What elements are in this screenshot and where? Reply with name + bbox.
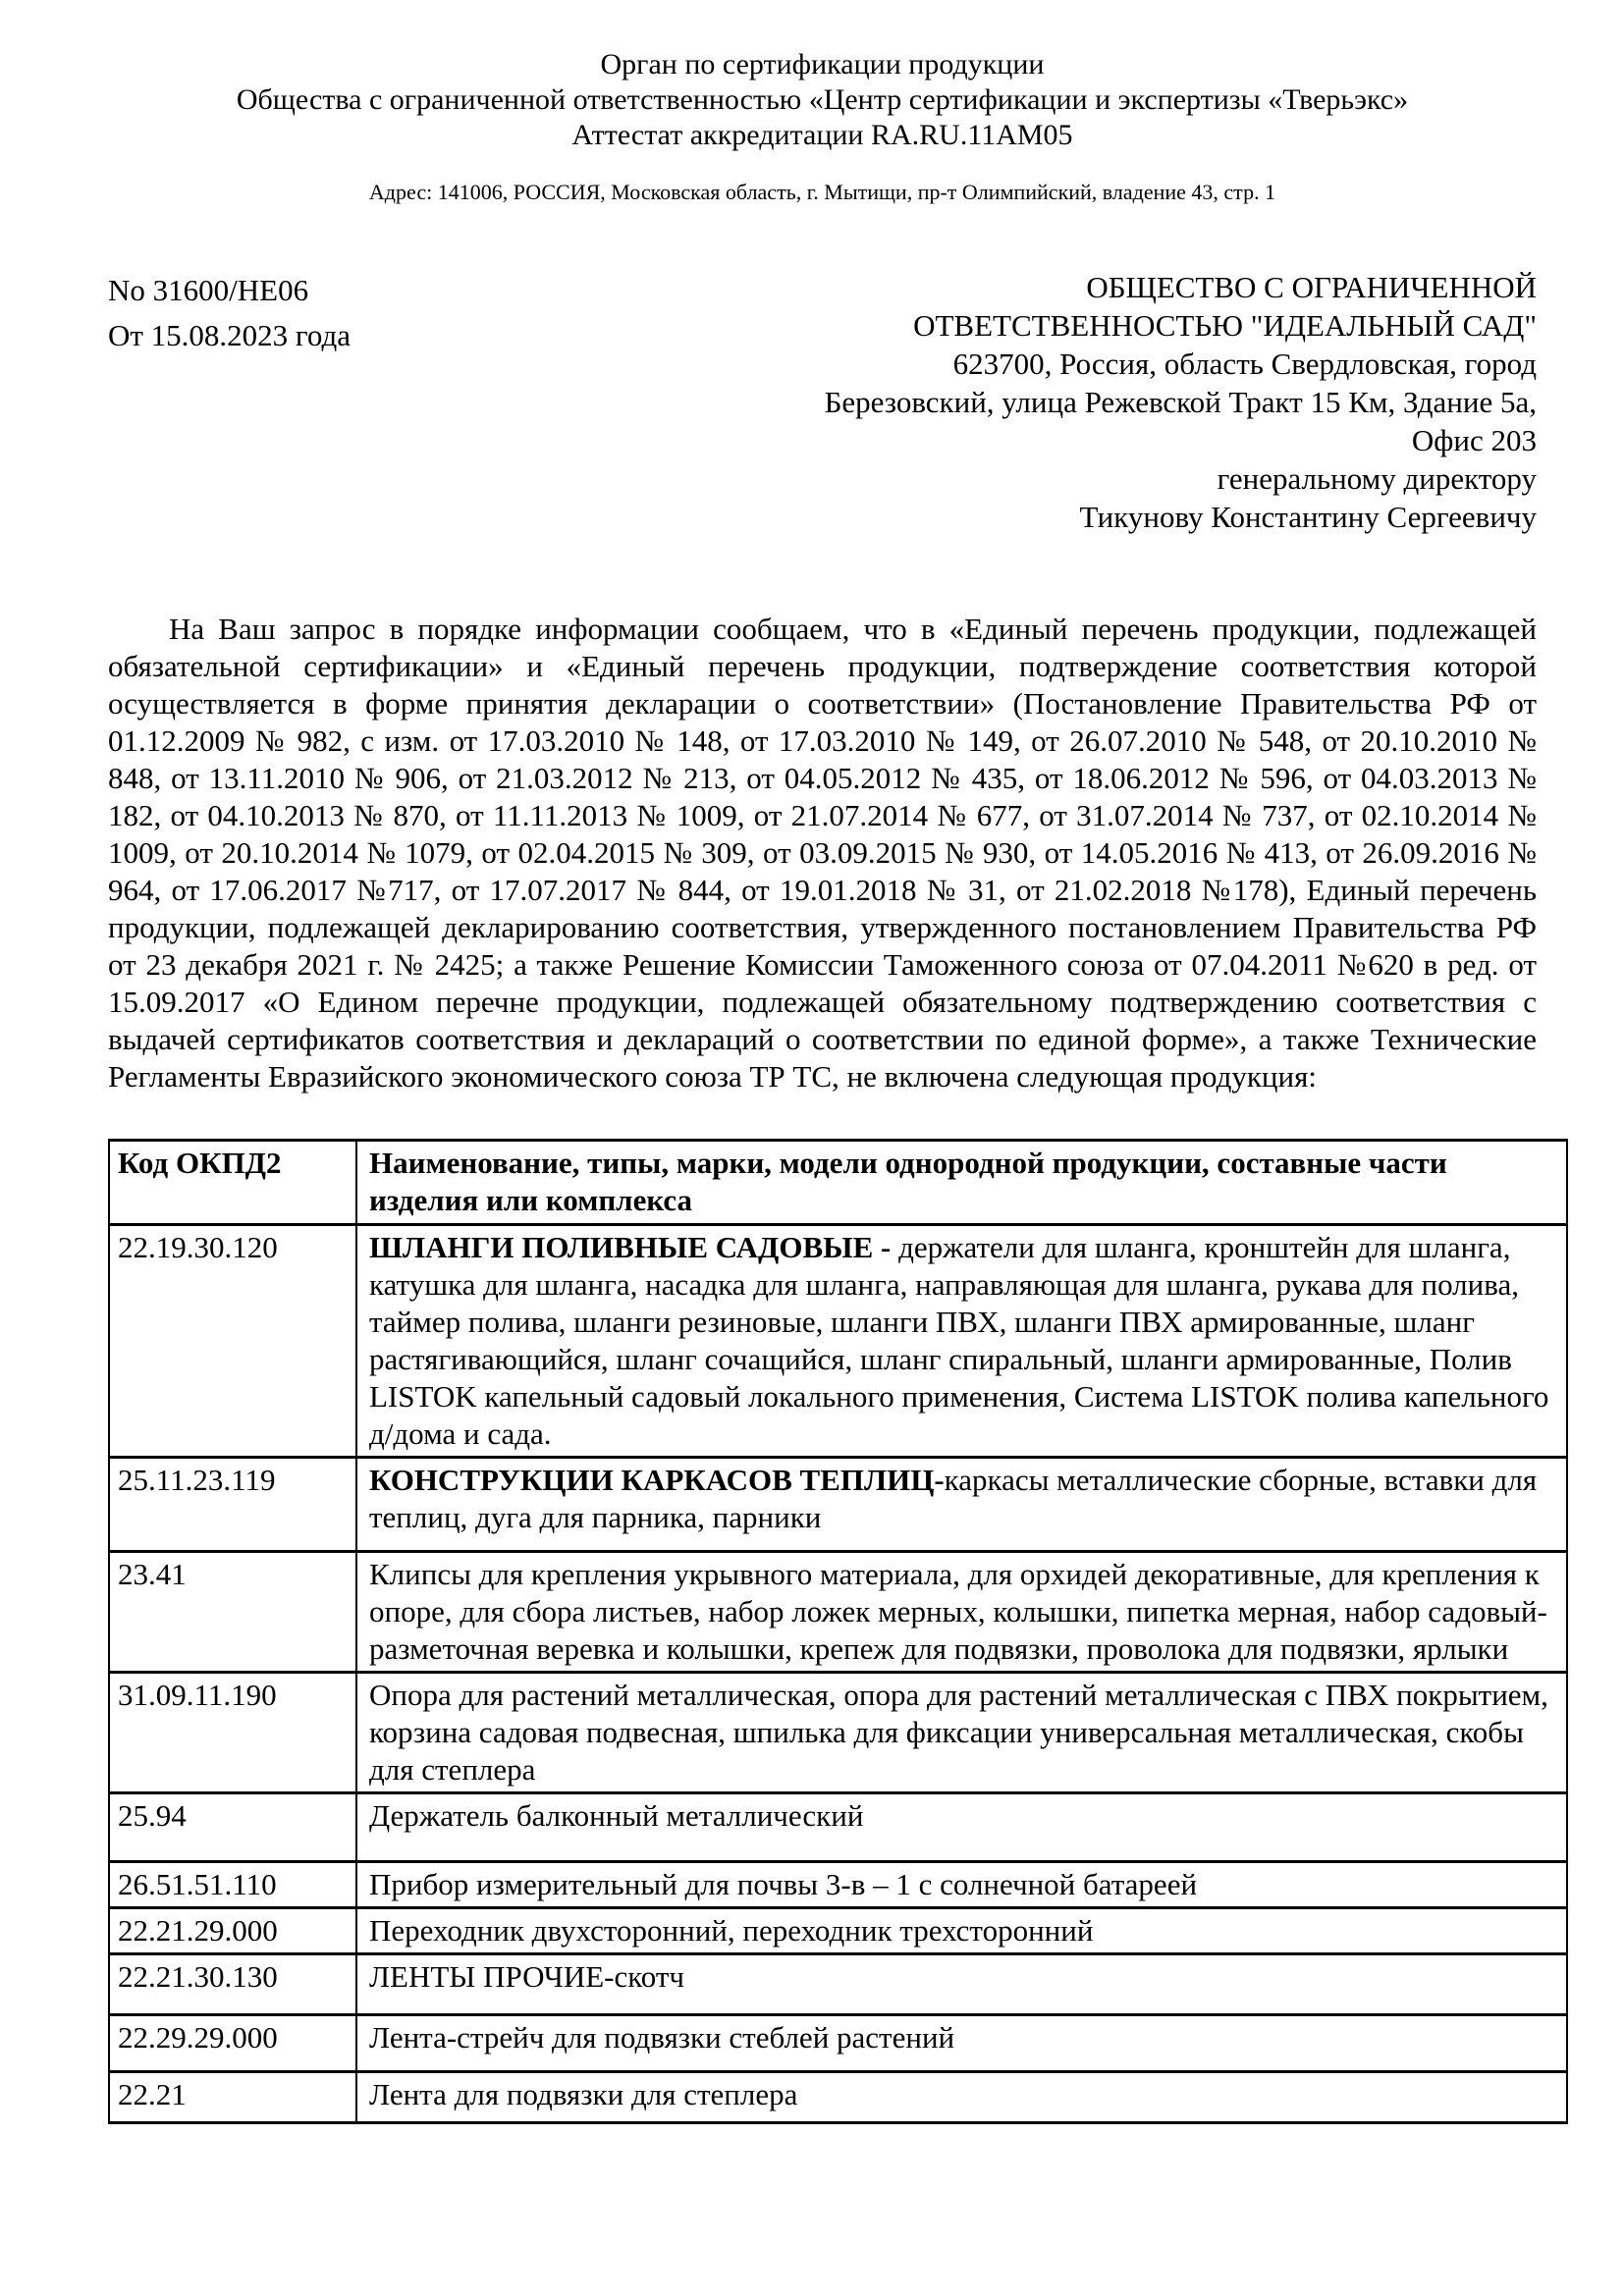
okpd-code-header: Код ОКПД2 bbox=[109, 1141, 356, 1225]
product-desc-text: Держатель балконный металлический bbox=[369, 1798, 864, 1833]
okpd-code-cell: 31.09.11.190 bbox=[109, 1673, 356, 1793]
document-content bbox=[108, 0, 1549, 2124]
product-desc-lead: КОНСТРУКЦИИ КАРКАСОВ ТЕПЛИЦ- bbox=[369, 1463, 945, 1497]
letterhead bbox=[108, 47, 1537, 205]
product-desc-cell bbox=[356, 1954, 1567, 2015]
table-header-row bbox=[109, 1141, 1567, 1225]
table-row bbox=[109, 2015, 1567, 2072]
okpd-code-cell: 25.94 bbox=[109, 1793, 356, 1862]
product-desc-cell bbox=[356, 1908, 1567, 1954]
body-paragraph: На Ваш запрос в порядке информации сообщаем, что в «Единый перечень продукции, подлежащей обязательной сертификации» и «Единый перечень продукции, подтверждение соответствия которой осуществляется в форме принятия декларации о соответствии» (Постановление Правительства РФ от 01.12.2009 № 982, с изм. от 17.03.2010 № 148, от 17.03.2010 № 149, от 26.07.2010 № 548, от 20.10.2010 № 848, от 13.11.2010 № 906, от 21.03.2012 № 213, от 04.05.2012 № 435, от 18.06.2012 № 596, от 04.03.2013 № 182, от 04.10.2013 № 870, от 11.11.2013 № 1009, от 21.07.2014 № 677, от 31.07.2014 № 737, от 02.10.2014 № 1009, от 20.10.2014 № 1079, от 02.04.2015 № 309, от 03.09.2015 № 930, от 14.05.2016 № 413, от 26.09.2016 № 964, от 17.06.2017 №717, от 17.07.2017 № 844, от 19.01.2018 № 31, от 21.02.2018 №178), Единый перечень продукции, подлежащей декларированию соответствия, утвержденного постановлением Правительства РФ от 23 декабря 2021 г. № 2425; а также Решение Комиссии Таможенного союза от 07.04.2011 №620 в ред. от 15.09.2017 «О Едином перечне продукции, подлежащей обязательному подтверждению соответствия с выдачей сертификатов соответствия и деклараций о соответствии по единой форме», а также Технические Регламенты Евразийского экономического союза ТР ТС, не включена следующая продукция: bbox=[108, 612, 1537, 1094]
letter-date: От 15.08.2023 года bbox=[108, 318, 352, 352]
table-row bbox=[109, 1862, 1567, 1908]
product-name-header: Наименование, типы, марки, модели однородной продукции, составные части изделия или комплекса bbox=[356, 1141, 1567, 1225]
okpd-code-cell: 26.51.51.110 bbox=[109, 1862, 356, 1908]
okpd-code-cell: 25.11.23.119 bbox=[109, 1458, 356, 1552]
okpd-code-cell: 22.21.29.000 bbox=[109, 1908, 356, 1954]
product-desc-cell bbox=[356, 1862, 1567, 1908]
letterhead-address: Адрес: 141006, РОССИЯ, Московская область, г. Мытищи, пр-т Олимпийский, владение 43, стр. 1 bbox=[368, 180, 1276, 204]
table-row bbox=[109, 2072, 1567, 2123]
product-desc-text: Лента для подвязки для степлера bbox=[369, 2077, 798, 2111]
product-desc-text: Переходник двухсторонний, переходник трехсторонний bbox=[369, 1913, 1094, 1948]
recipient-block bbox=[468, 268, 1537, 536]
table-row bbox=[109, 1954, 1567, 2015]
letter-number-block bbox=[108, 268, 351, 358]
okpd-code-cell: 22.21 bbox=[109, 2072, 356, 2123]
recipient-line: Тикунову Константину Сергеевичу bbox=[1079, 500, 1537, 534]
table-row bbox=[109, 1908, 1567, 1954]
recipient-line: 623700, Россия, область Свердловская, город bbox=[952, 347, 1537, 381]
product-desc-cell bbox=[356, 2072, 1567, 2123]
product-desc-text: Лента-стрейч для подвязки стеблей растений bbox=[369, 2020, 955, 2055]
recipient-line: ОТВЕТСТВЕННОСТЬЮ "ИДЕАЛЬНЫЙ САД" bbox=[913, 308, 1537, 343]
table-row bbox=[109, 1552, 1567, 1673]
letterhead-accreditation-line: Аттестат аккредитации RA.RU.11АМ05 bbox=[571, 119, 1073, 151]
product-desc-cell bbox=[356, 1458, 1567, 1552]
product-desc-cell bbox=[356, 1673, 1567, 1793]
product-desc-text: каркасы металлические сборные, вставки для теплиц, дуга для парника, парники bbox=[369, 1463, 1538, 1534]
product-desc-lead: ШЛАНГИ ПОЛИВНЫЕ САДОВЫЕ - bbox=[369, 1230, 899, 1264]
letterhead-org-line: Орган по сертификации продукции bbox=[600, 48, 1045, 80]
table-row bbox=[109, 1793, 1567, 1862]
product-desc-cell bbox=[356, 1793, 1567, 1862]
product-desc-cell bbox=[356, 1225, 1567, 1458]
letterhead-company-line: Общества с ограниченной ответственностью «Центр сертификации и экспертизы «Тверьэкс» bbox=[236, 83, 1409, 116]
okpd-code-cell: 22.19.30.120 bbox=[109, 1225, 356, 1458]
okpd-code-cell: 22.21.30.130 bbox=[109, 1954, 356, 2015]
product-desc-text: Клипсы для крепления укрывного материала, для орхидей декоративные, для крепления к опоре, для сбора листьев, набор ложек мерных, колышки, пипетка мерная, набор садовый-разметочная веревка и колышки, крепеж для подвязки, проволока для подвязки, ярлыки bbox=[369, 1557, 1547, 1666]
reference-section bbox=[108, 268, 1537, 536]
table-row bbox=[109, 1458, 1567, 1552]
recipient-line: генеральному директору bbox=[1217, 461, 1537, 496]
product-desc-text: держатели для шланга, кронштейн для шланга, катушка для шланга, насадка для шланга, направляющая для шланга, рукава для полива, таймер полива, шланги резиновые, шланги ПВХ, шланги ПВХ армированные, шланг растягивающийся, шланг сочащийся, шланг спиральный, шланги армированные, Полив LISTOK капельный садовый локального применения, Система LISTOK полива капельного д/дома и сада. bbox=[369, 1230, 1549, 1451]
product-desc-text: Прибор измерительный для почвы 3-в – 1 с солнечной батареей bbox=[369, 1867, 1198, 1901]
letter-number: No 31600/НЕ06 bbox=[108, 273, 309, 307]
products-table bbox=[108, 1139, 1568, 2124]
table-row bbox=[109, 1673, 1567, 1793]
okpd-code-cell: 22.29.29.000 bbox=[109, 2015, 356, 2072]
recipient-line: Березовский, улица Режевской Тракт 15 Км, Здание 5а, bbox=[824, 385, 1537, 419]
product-desc-cell bbox=[356, 1552, 1567, 1673]
recipient-line: Офис 203 bbox=[1411, 423, 1537, 457]
recipient-line: ОБЩЕСТВО С ОГРАНИЧЕННОЙ bbox=[1086, 270, 1537, 304]
product-desc-text: Опора для растений металлическая, опора для растений металлическая с ПВХ покрытием, корзина садовая подвесная, шпилька для фиксации универсальная металлическая, скобы для степлера bbox=[369, 1678, 1548, 1787]
okpd-code-cell: 23.41 bbox=[109, 1552, 356, 1673]
product-desc-text: ЛЕНТЫ ПРОЧИЕ-скотч bbox=[369, 1959, 684, 1994]
product-desc-cell bbox=[356, 2015, 1567, 2072]
table-row bbox=[109, 1225, 1567, 1458]
